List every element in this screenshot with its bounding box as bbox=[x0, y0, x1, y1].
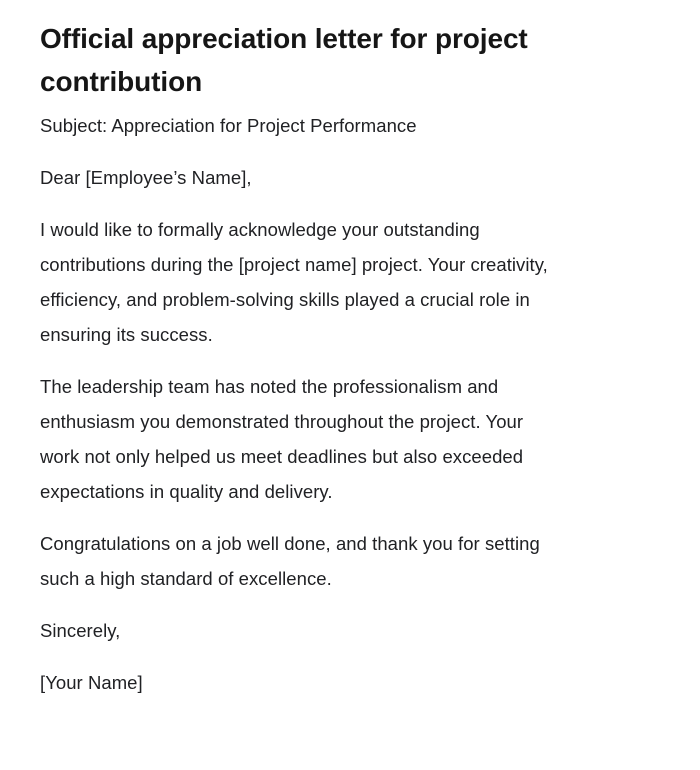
text-line: Sincerely, bbox=[40, 620, 121, 641]
page-title-line: Official appreciation letter for project bbox=[40, 23, 528, 54]
text-line: Subject: Appreciation for Project Performance bbox=[40, 115, 417, 136]
text-line: I would like to formally acknowledge your outstanding bbox=[40, 219, 480, 240]
text-line: expectations in quality and delivery. bbox=[40, 481, 333, 502]
subject-line bbox=[40, 108, 660, 143]
body-paragraph-2 bbox=[40, 369, 660, 509]
text-line: such a high standard of excellence. bbox=[40, 568, 332, 589]
page-title bbox=[40, 0, 528, 103]
closing bbox=[40, 613, 660, 648]
signature bbox=[40, 665, 660, 700]
text-line: work not only helped us meet deadlines but also exceeded bbox=[40, 446, 524, 467]
text-line: Dear [Employee’s Name], bbox=[40, 167, 252, 188]
page-title-line: contribution bbox=[40, 66, 203, 97]
text-line: enthusiasm you demonstrated throughout the project. Your bbox=[40, 411, 524, 432]
text-line: Congratulations on a job well done, and thank you for setting bbox=[40, 533, 540, 554]
body-paragraph-3 bbox=[40, 526, 660, 596]
text-line: efficiency, and problem-solving skills played a crucial role in bbox=[40, 289, 530, 310]
text-line: [Your Name] bbox=[40, 672, 143, 693]
text-line: The leadership team has noted the professionalism and bbox=[40, 376, 499, 397]
salutation bbox=[40, 160, 660, 195]
text-line: ensuring its success. bbox=[40, 324, 213, 345]
body-paragraph-1 bbox=[40, 212, 660, 352]
text-line: contributions during the [project name] project. Your creativity, bbox=[40, 254, 548, 275]
